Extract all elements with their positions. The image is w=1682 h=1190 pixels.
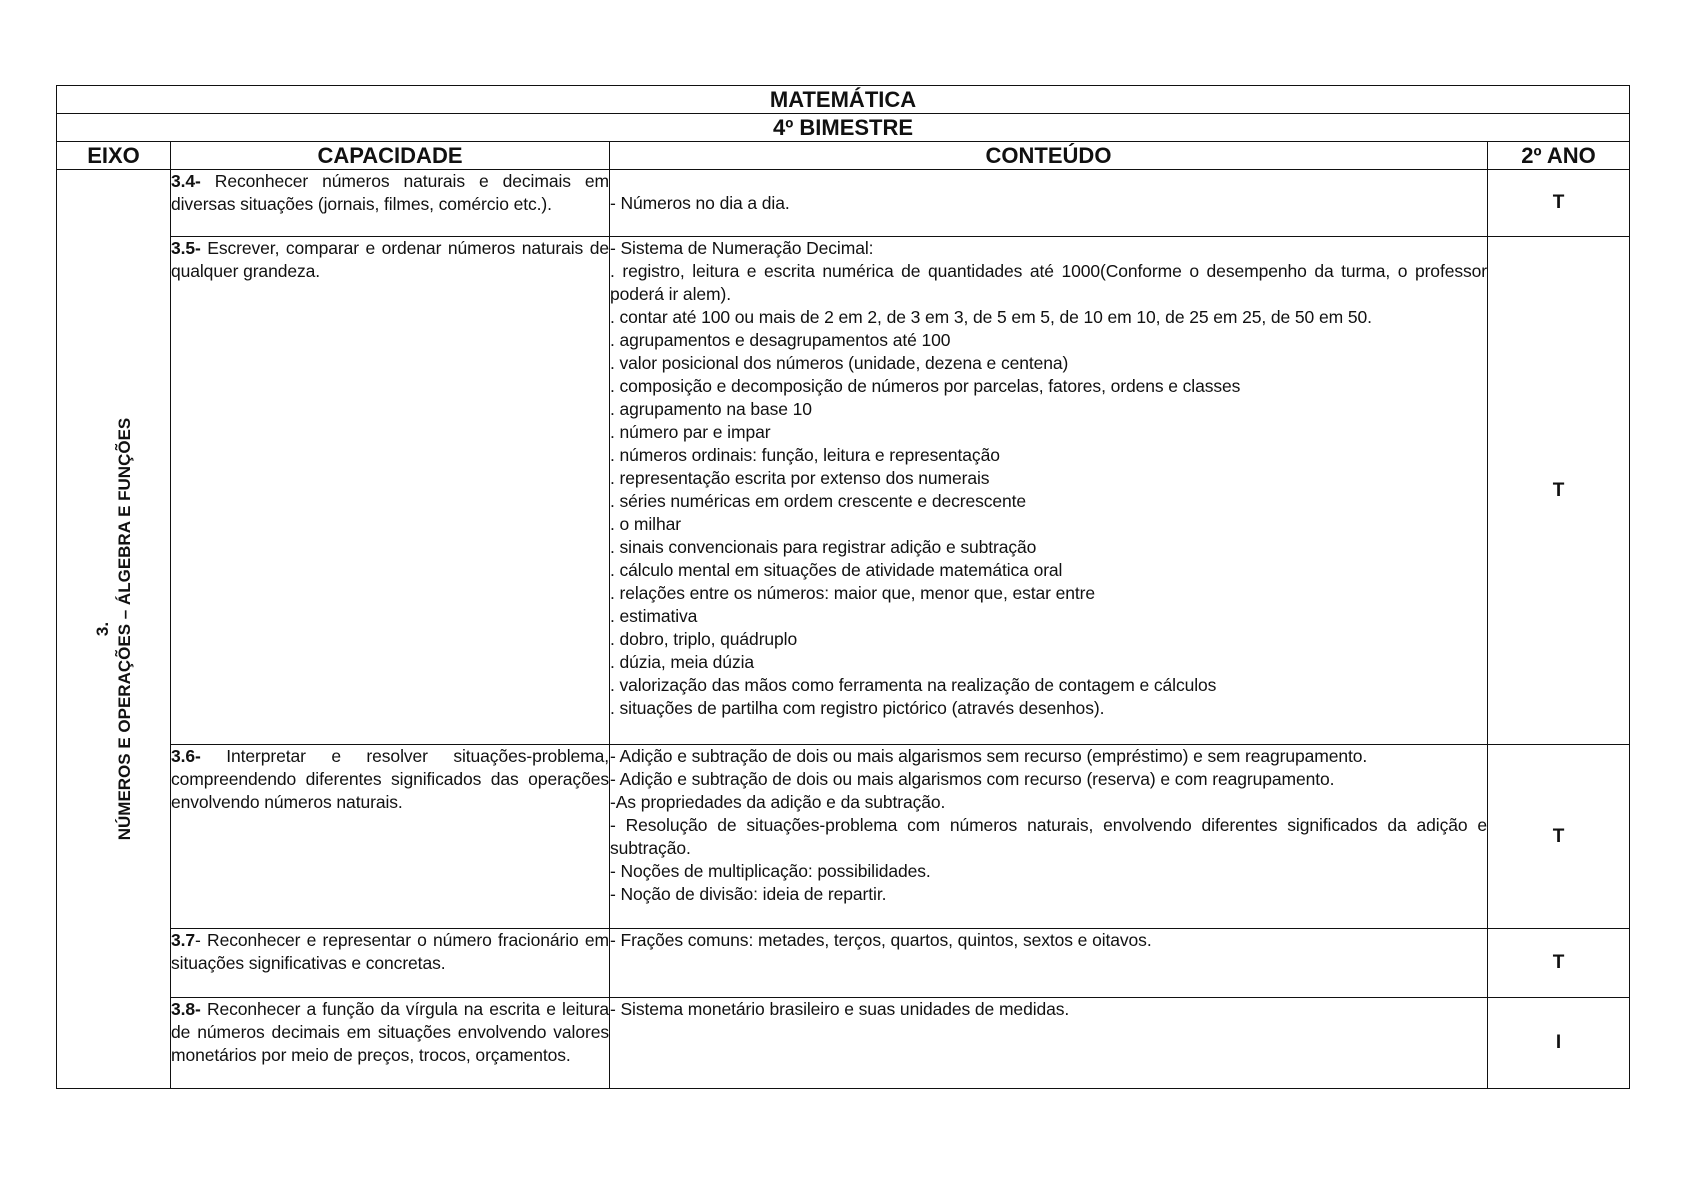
conteudo-line: - Resolução de situações-problema com números naturais, envolvendo diferentes significados da adição e subtração.: [610, 815, 1487, 858]
capacidade-text: Reconhecer e representar o número fracionário em situações significativas e concretas.: [171, 930, 610, 973]
ano-value: T: [1488, 745, 1630, 929]
table-row: [57, 170, 1630, 237]
capacidade-cell: [171, 170, 610, 237]
capacidade-code: 3.8-: [171, 999, 201, 1019]
capacidade-text: Reconhecer números naturais e decimais em diversas situações (jornais, filmes, comércio etc.).: [171, 171, 610, 214]
conteudo-line: . agrupamentos e desagrupamentos até 100: [610, 330, 951, 350]
conteudo-line: - Sistema monetário brasileiro e suas unidades de medidas.: [610, 999, 1070, 1019]
conteudo-line: . valor posicional dos números (unidade, dezena e centena): [610, 353, 1069, 373]
eixo-name: NÚMEROS E OPERAÇÕES – ÁLGEBRA E FUNÇÕES: [114, 417, 134, 841]
capacidade-cell: [171, 929, 610, 998]
capacidade-text: Reconhecer a função da vírgula na escrita e leitura de números decimais em situações envolvendo valores monetários por meio de preços, trocos, orçamentos.: [171, 999, 609, 1065]
capacidade-code: 3.5-: [171, 238, 201, 258]
conteudo-line: . registro, leitura e escrita numérica de quantidades até 1000(Conforme o desempenho da turma, o professor poderá ir alem).: [610, 261, 1487, 304]
conteudo-line: - Noções de multiplicação: possibilidades.: [610, 861, 931, 881]
conteudo-line: . relações entre os números: maior que, menor que, estar entre: [610, 583, 1096, 603]
conteudo-line: - Adição e subtração de dois ou mais algarismos com recurso (reserva) e com reagrupamento.: [610, 769, 1335, 789]
ano-value: I: [1488, 998, 1630, 1089]
conteudo-line: . composição e decomposição de números por parcelas, fatores, ordens e classes: [610, 376, 1241, 396]
conteudo-line: - Frações comuns: metades, terços, quartos, quintos, sextos e oitavos.: [610, 930, 1152, 950]
conteudo-line: - Sistema de Numeração Decimal:: [610, 238, 874, 258]
capacidade-cell: [171, 745, 610, 929]
ano-value: T: [1488, 929, 1630, 998]
conteudo-cell: [610, 237, 1488, 745]
conteudo-line: - Noção de divisão: ideia de repartir.: [610, 884, 887, 904]
curriculum-table: [56, 85, 1630, 1089]
capacidade-code: 3.7: [171, 930, 196, 950]
eixo-cell: [57, 170, 171, 1089]
table-row: [57, 237, 1630, 745]
conteudo-line: . número par e impar: [610, 422, 771, 442]
header-row: [57, 142, 1630, 170]
conteudo-line: . dúzia, meia dúzia: [610, 652, 755, 672]
capacidade-text: Escrever, comparar e ordenar números naturais de qualquer grandeza.: [171, 238, 609, 281]
document-title: MATEMÁTICA: [57, 86, 1630, 114]
conteudo-line: . agrupamento na base 10: [610, 399, 812, 419]
capacidade-text: Interpretar e resolver situações-problema, compreendendo diferentes significados das operações envolvendo números naturais.: [171, 746, 610, 812]
conteudo-line: . séries numéricas em ordem crescente e decrescente: [610, 491, 1027, 511]
capacidade-cell: [171, 237, 610, 745]
conteudo-cell: [610, 998, 1488, 1089]
conteudo-cell: [610, 745, 1488, 929]
column-header-ano: 2º ANO: [1488, 142, 1630, 170]
capacidade-code-suffix: -: [195, 930, 201, 950]
conteudo-line: . dobro, triplo, quádruplo: [610, 629, 798, 649]
ano-value: T: [1488, 237, 1630, 745]
conteudo-line: . cálculo mental em situações de atividade matemática oral: [610, 560, 1063, 580]
title-row: [57, 86, 1630, 114]
capacidade-code: 3.4-: [171, 171, 201, 191]
column-header-conteudo: CONTEÚDO: [610, 142, 1488, 170]
conteudo-line: . estimativa: [610, 606, 698, 626]
conteudo-line: . contar até 100 ou mais de 2 em 2, de 3 em 3, de 5 em 5, de 10 em 10, de 25 em 25, de 50 em 50.: [610, 307, 1372, 327]
conteudo-line: -As propriedades da adição e da subtração.: [610, 792, 946, 812]
ano-value: T: [1488, 170, 1630, 237]
conteudo-line: . valorização das mãos como ferramenta na realização de contagem e cálculos: [610, 675, 1217, 695]
conteudo-line: . números ordinais: função, leitura e representação: [610, 445, 1000, 465]
conteudo-line: - Adição e subtração de dois ou mais algarismos sem recurso (empréstimo) e sem reagrupamento.: [610, 746, 1368, 766]
eixo-label: [92, 418, 136, 841]
eixo-number: 3.: [92, 621, 112, 637]
table-row: [57, 745, 1630, 929]
column-header-capacidade: CAPACIDADE: [171, 142, 610, 170]
subtitle-row: [57, 114, 1630, 142]
conteudo-line: . representação escrita por extenso dos numerais: [610, 468, 990, 488]
document-subtitle: 4º BIMESTRE: [57, 114, 1630, 142]
conteudo-cell: [610, 929, 1488, 998]
conteudo-line: . sinais convencionais para registrar adição e subtração: [610, 537, 1037, 557]
table-row: [57, 929, 1630, 998]
capacidade-code: 3.6-: [171, 746, 201, 766]
conteudo-line: - Números no dia a dia.: [610, 192, 790, 213]
column-header-eixo: EIXO: [57, 142, 171, 170]
conteudo-line: . o milhar: [610, 514, 681, 534]
conteudo-cell: [610, 170, 1488, 237]
table-row: [57, 998, 1630, 1089]
conteudo-line: . situações de partilha com registro pictórico (através desenhos).: [610, 698, 1105, 718]
capacidade-cell: [171, 998, 610, 1089]
